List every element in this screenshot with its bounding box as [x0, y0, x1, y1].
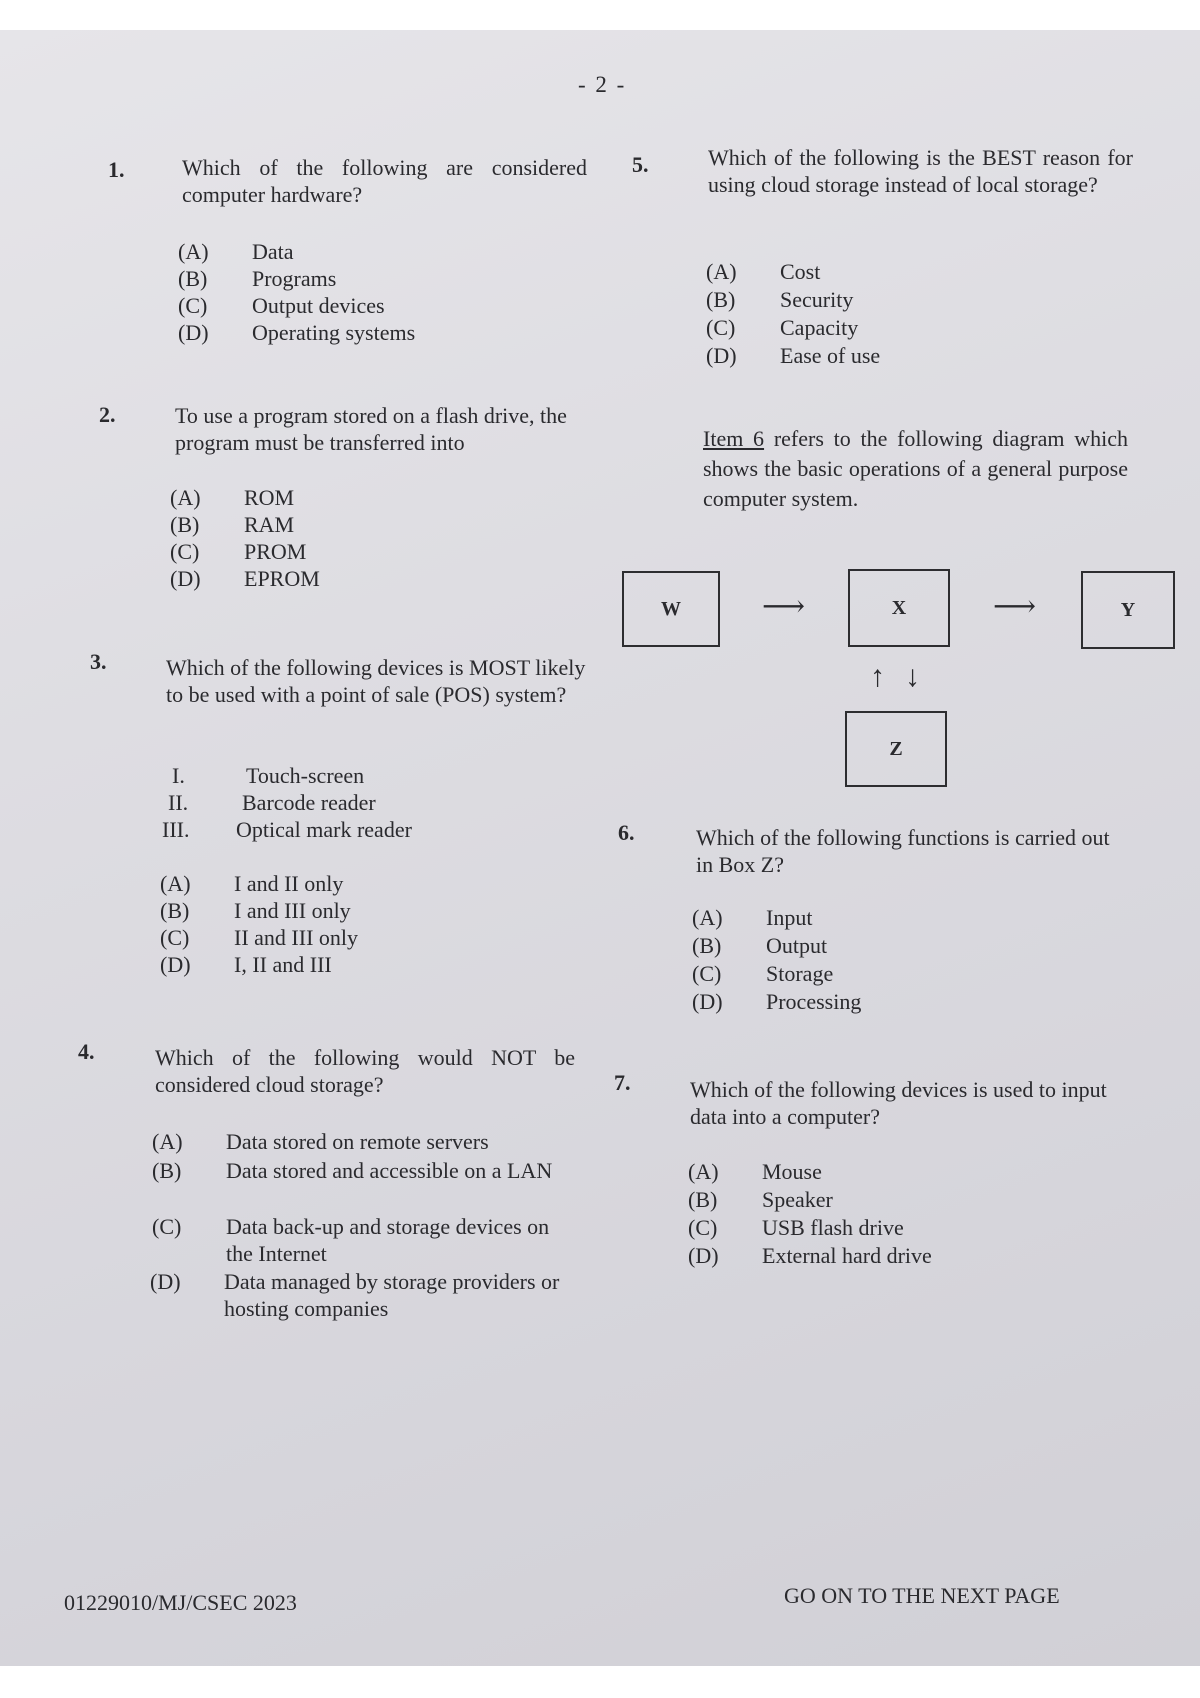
exam-page [0, 30, 1200, 1666]
item-6-intro: Item 6 refers to the following diagram which shows the basic operations of a general purpose computer system. [703, 426, 1128, 511]
question-7-option-a[interactable]: (A) Mouse [688, 1159, 822, 1184]
question-4-option-a[interactable]: (A) Data stored on remote servers [152, 1129, 489, 1154]
question-5-number: 5. [632, 152, 649, 177]
question-3-option-a[interactable]: (A) I and II only [160, 871, 344, 896]
question-6-number: 6. [618, 820, 635, 845]
next-page-notice: GO ON TO THE NEXT PAGE [784, 1583, 1060, 1608]
diagram-box-y: Y [1081, 571, 1175, 649]
question-3-stem: Which of the following devices is MOST likely to be used with a point of sale (POS) system? [166, 655, 586, 707]
diagram-arrow-w-to-x: ⟶ [762, 590, 806, 623]
question-4-option-d[interactable]: (D) Data managed by storage providers or hosting companies [150, 1269, 560, 1321]
question-3-option-c[interactable]: (C) II and III only [160, 925, 359, 950]
question-1-option-d[interactable]: (D) Operating systems [178, 320, 416, 345]
question-4-option-b[interactable]: (B) Data stored and accessible on a LAN [152, 1158, 553, 1183]
diagram-box-z: Z [845, 711, 947, 787]
question-7-option-c[interactable]: (C) USB flash drive [688, 1215, 904, 1240]
question-3-statement-2: II. Barcode reader [168, 790, 376, 815]
question-4-option-c[interactable]: (C) Data back-up and storage devices on the Internet [152, 1214, 550, 1266]
question-2-stem: To use a program stored on a flash drive, the program must be transferred into [175, 403, 567, 455]
page-number: - 2 - [578, 72, 627, 97]
question-6-option-d[interactable]: (D) Processing [692, 989, 862, 1014]
diagram-arrow-x-to-z: ↓ [905, 660, 920, 693]
question-5-option-d[interactable]: (D) Ease of use [706, 343, 881, 368]
question-3-option-b[interactable]: (B) I and III only [160, 898, 351, 923]
question-7-option-d[interactable]: (D) External hard drive [688, 1243, 932, 1268]
diagram-arrow-z-to-x: ↑ [870, 660, 885, 693]
question-4-stem: Which of the following would NOT be considered cloud storage? [155, 1045, 575, 1097]
diagram-box-x: X [848, 569, 950, 647]
question-3-option-d[interactable]: (D) I, II and III [160, 952, 332, 977]
question-6-option-c[interactable]: (C) Storage [692, 961, 834, 986]
question-5-stem: Which of the following is the BEST reason for using cloud storage instead of local storage? [708, 145, 1133, 197]
question-7-option-b[interactable]: (B) Speaker [688, 1187, 833, 1212]
question-1-option-a[interactable]: (A) Data [178, 239, 294, 264]
question-5-option-b[interactable]: (B) Security [706, 287, 854, 312]
diagram-box-w: W [622, 571, 720, 647]
question-6-option-b[interactable]: (B) Output [692, 933, 828, 958]
item-6-reference: Item 6 [703, 426, 765, 451]
question-2-option-d[interactable]: (D) EPROM [170, 566, 320, 591]
question-3-statement-3: III. Optical mark reader [162, 817, 412, 842]
question-6-stem: Which of the following functions is carried out in Box Z? [696, 825, 1110, 877]
question-3-statement-1: I. Touch-screen [172, 763, 365, 788]
question-7-number: 7. [614, 1070, 631, 1095]
question-1-option-b[interactable]: (B) Programs [178, 266, 337, 291]
question-1-option-c[interactable]: (C) Output devices [178, 293, 385, 318]
question-4-number: 4. [78, 1039, 95, 1064]
question-5-option-a[interactable]: (A) Cost [706, 259, 821, 284]
question-5-option-c[interactable]: (C) Capacity [706, 315, 859, 340]
question-6-option-a[interactable]: (A) Input [692, 905, 813, 930]
question-2-option-c[interactable]: (C) PROM [170, 539, 307, 564]
diagram-arrow-x-to-y: ⟶ [993, 590, 1037, 623]
question-2-option-a[interactable]: (A) ROM [170, 485, 295, 510]
question-7-stem: Which of the following devices is used to input data into a computer? [690, 1077, 1107, 1129]
question-2-option-b[interactable]: (B) RAM [170, 512, 295, 537]
question-1-number: 1. [108, 157, 125, 182]
question-3-number: 3. [90, 649, 107, 674]
paper-code: 01229010/MJ/CSEC 2023 [64, 1590, 297, 1615]
question-2-number: 2. [99, 402, 116, 427]
question-1-stem: Which of the following are considered computer hardware? [182, 155, 587, 207]
